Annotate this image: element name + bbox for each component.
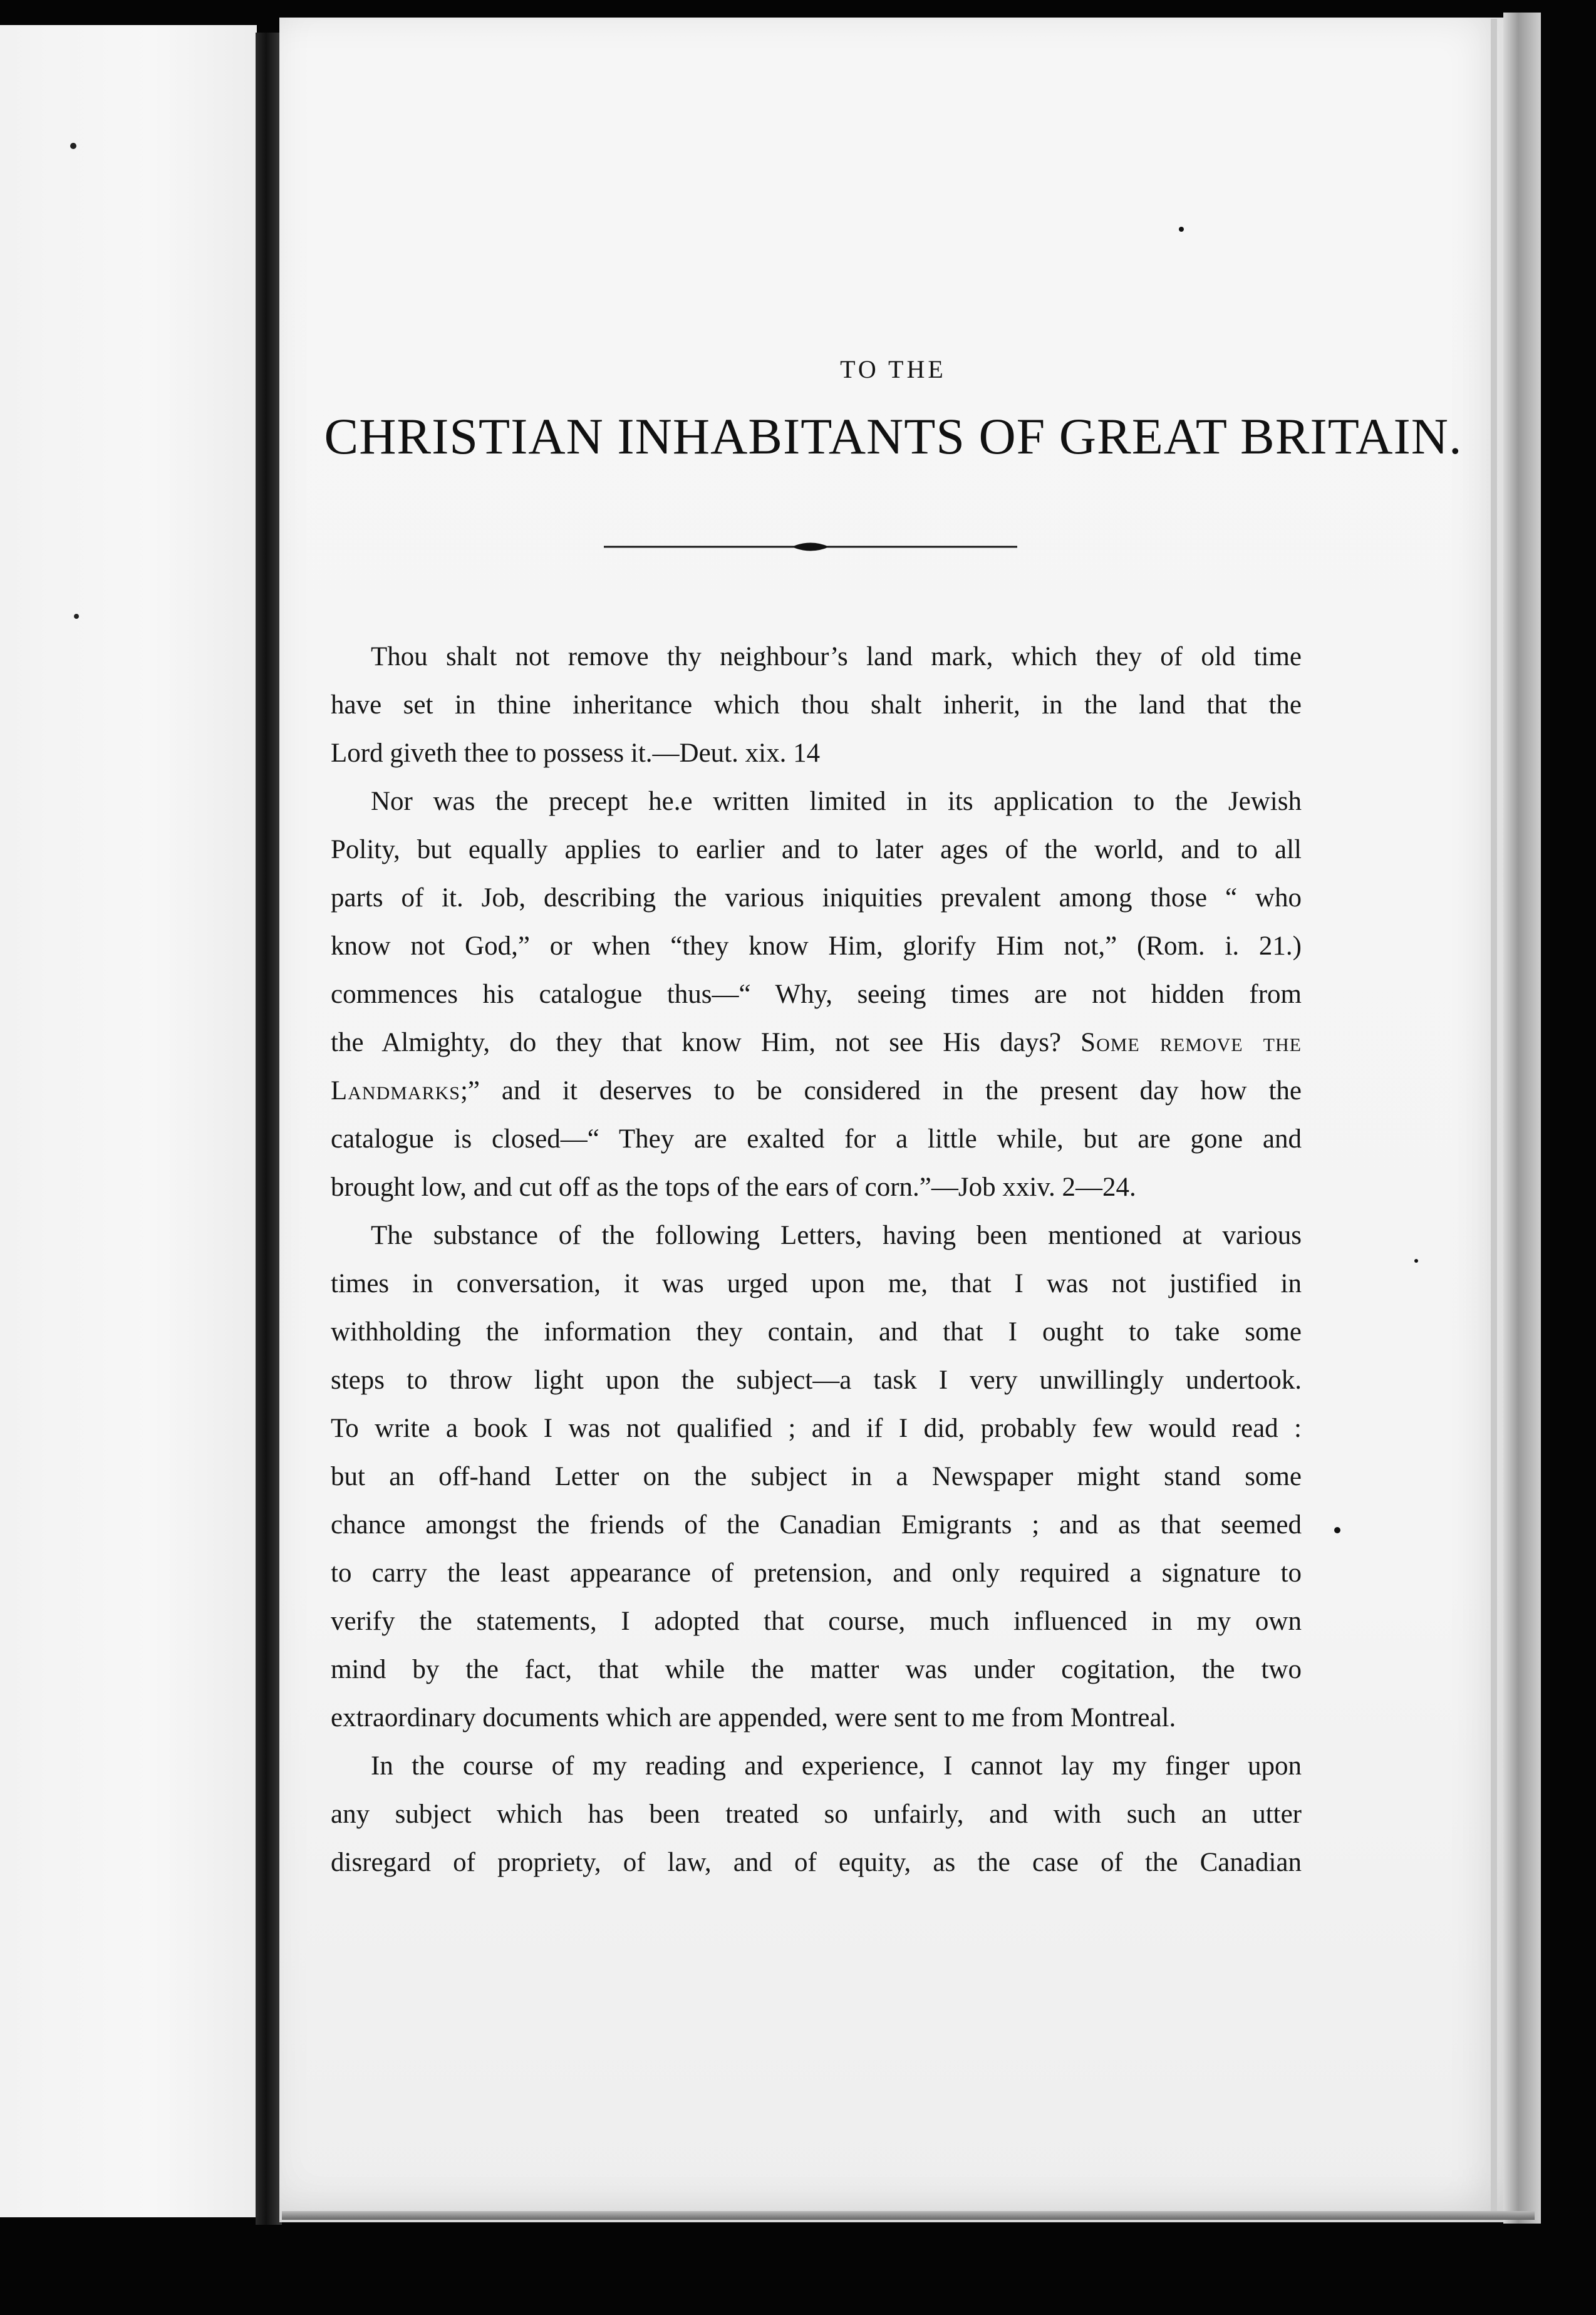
- ink-speck: [74, 614, 79, 619]
- text-segment: the Almighty, do they that know Him, not see His days?: [331, 1028, 1062, 1057]
- page-right-edge: [1503, 13, 1541, 2224]
- text-line: verify the statements, I adopted that course, much influenced in my own: [331, 1607, 1302, 1636]
- text-line: mind by the fact, that while the matter was under cogitation, the two: [331, 1655, 1302, 1684]
- text-line: commences his catalogue thus—“ Why, seeing times are not hidden from: [331, 980, 1302, 1009]
- text-line: In the course of my reading and experience, I cannot lay my finger upon: [371, 1751, 1302, 1781]
- body-text: [331, 633, 1302, 1887]
- text-line: extraordinary documents which are appended, were sent to me from Montreal.: [331, 1703, 1176, 1732]
- page-title: CHRISTIAN INHABITANTS OF GREAT BRITAIN.: [324, 408, 1463, 465]
- text-line: Thou shalt not remove thy neighbour’s land mark, which they of old time: [371, 642, 1302, 671]
- text-line: disregard of propriety, of law, and of equity, as the case of the Canadian: [331, 1848, 1302, 1877]
- text-line: steps to throw light upon the subject—a task I very unwillingly undertook.: [331, 1365, 1302, 1395]
- paragraph: [331, 633, 1302, 777]
- page-bottom-edge: [282, 2211, 1535, 2220]
- text-line: Nor was the precept he.e written limited in its application to the Jewish: [371, 787, 1302, 816]
- book-spine: [256, 33, 282, 2225]
- text-line: have set in thine inheritance which thou shalt inherit, in the land that the: [331, 690, 1302, 720]
- ornamental-rule: [604, 537, 1017, 556]
- text-line: times in conversation, it was urged upon me, that I was not justified in: [331, 1269, 1302, 1298]
- text-line: Lord giveth thee to possess it.—Deut. xix. 14: [331, 738, 821, 768]
- text-line: catalogue is closed—“ They are exalted for a little while, but are gone and: [331, 1124, 1302, 1154]
- text-line: brought low, and cut off as the tops of the ears of corn.”—Job xxiv. 2—24.: [331, 1173, 1136, 1202]
- page-inner-edge: [1491, 19, 1497, 2211]
- text-line: To write a book I was not qualified ; and if I did, probably few would read :: [331, 1414, 1302, 1443]
- ink-speck: [1414, 1259, 1418, 1263]
- ink-speck: [1179, 227, 1184, 232]
- text-segment: ;” and it deserves to be considered in the present day how the: [460, 1076, 1302, 1106]
- small-caps-text: Landmarks: [331, 1076, 460, 1106]
- text-line-with-small-caps: [331, 1067, 1302, 1115]
- paragraph: [331, 1211, 1302, 1742]
- paragraph: [331, 1742, 1302, 1887]
- text-line: to carry the least appearance of pretension, and only required a signature to: [331, 1558, 1302, 1588]
- text-line: Polity, but equally applies to earlier and to later ages of the world, and to all: [331, 835, 1302, 864]
- left-facing-page: [0, 25, 257, 2217]
- ink-speck: [70, 143, 76, 149]
- ink-speck: [1334, 1527, 1340, 1533]
- text-line: any subject which has been treated so unfairly, and with such an utter: [331, 1800, 1302, 1829]
- paragraph: [331, 777, 1302, 1211]
- text-line: but an off-hand Letter on the subject in a Newspaper might stand some: [331, 1462, 1302, 1491]
- text-line: withholding the information they contain, and that I ought to take some: [331, 1317, 1302, 1347]
- text-line: parts of it. Job, describing the various iniquities prevalent among those “ who: [331, 883, 1302, 913]
- text-line: know not God,” or when “they know Him, glorify Him not,” (Rom. i. 21.): [331, 931, 1302, 961]
- text-line-with-small-caps: [331, 1018, 1302, 1067]
- heading-to-the: TO THE: [840, 355, 946, 383]
- small-caps-text: Some remove the: [1080, 1028, 1302, 1057]
- text-line: The substance of the following Letters, having been mentioned at various: [371, 1221, 1302, 1250]
- text-line: chance amongst the friends of the Canadian Emigrants ; and as that seemed: [331, 1510, 1302, 1540]
